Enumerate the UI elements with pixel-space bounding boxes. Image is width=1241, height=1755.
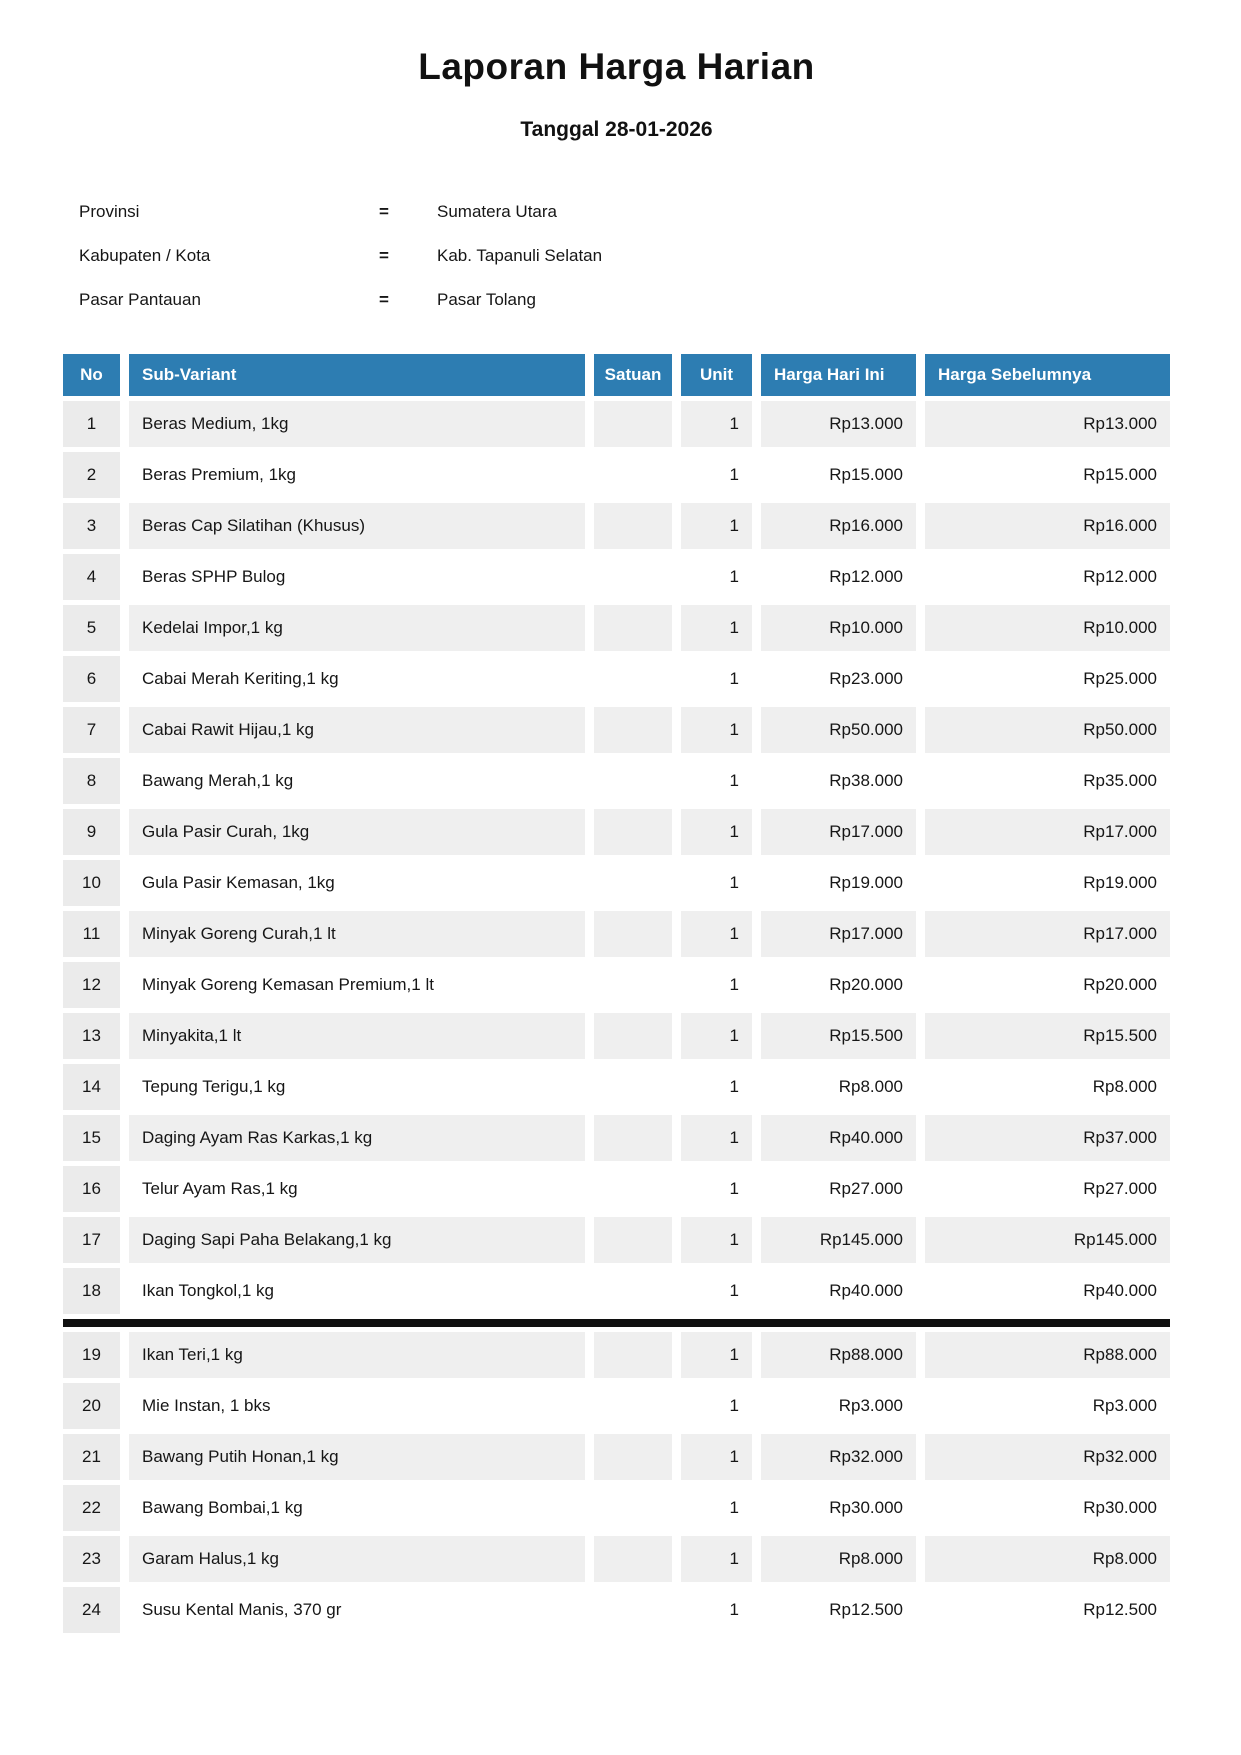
cell-sub-variant: Bawang Putih Honan,1 kg: [129, 1434, 594, 1480]
cell-harga-sebelumnya: Rp20.000: [925, 962, 1170, 1008]
table-row: [63, 554, 1170, 600]
cell-sub-variant: Kedelai Impor,1 kg: [129, 605, 594, 651]
table-row: [63, 860, 1170, 906]
header-row: [63, 354, 1170, 396]
cell-harga-hari-ini: Rp19.000: [761, 860, 925, 906]
cell-harga-hari-ini: Rp23.000: [761, 656, 925, 702]
info-value: Sumatera Utara: [437, 202, 557, 221]
cell-satuan: [594, 1434, 681, 1480]
cell-unit: 1: [681, 1166, 761, 1212]
cell-harga-hari-ini: Rp12.000: [761, 554, 925, 600]
cell-satuan: [594, 1536, 681, 1582]
table-row: [63, 452, 1170, 498]
table-row: [63, 1587, 1170, 1633]
cell-sub-variant: Daging Ayam Ras Karkas,1 kg: [129, 1115, 594, 1161]
cell-satuan: [594, 1013, 681, 1059]
table-row: [63, 1115, 1170, 1161]
cell-harga-sebelumnya: Rp17.000: [925, 809, 1170, 855]
cell-satuan: [594, 809, 681, 855]
table-row: [63, 1268, 1170, 1314]
cell-no: 9: [63, 809, 129, 855]
cell-harga-sebelumnya: Rp35.000: [925, 758, 1170, 804]
cell-unit: 1: [681, 1217, 761, 1263]
cell-satuan: [594, 758, 681, 804]
cell-no: 23: [63, 1536, 129, 1582]
cell-satuan: [594, 707, 681, 753]
info-label: Pasar Pantauan: [79, 290, 201, 309]
column-header-col-unit: Unit: [681, 354, 761, 396]
table-row: [63, 503, 1170, 549]
cell-unit: 1: [681, 1485, 761, 1531]
cell-unit: 1: [681, 1434, 761, 1480]
cell-no: 8: [63, 758, 129, 804]
cell-satuan: [594, 1485, 681, 1531]
cell-harga-hari-ini: Rp13.000: [761, 401, 925, 447]
cell-satuan: [594, 1268, 681, 1314]
cell-unit: 1: [681, 605, 761, 651]
cell-sub-variant: Cabai Merah Keriting,1 kg: [129, 656, 594, 702]
cell-sub-variant: Telur Ayam Ras,1 kg: [129, 1166, 594, 1212]
cell-sub-variant: Susu Kental Manis, 370 gr: [129, 1587, 594, 1633]
table-row: [63, 707, 1170, 753]
cell-harga-sebelumnya: Rp27.000: [925, 1166, 1170, 1212]
table-row: [63, 758, 1170, 804]
cell-harga-sebelumnya: Rp8.000: [925, 1536, 1170, 1582]
page-break-divider-bar: [63, 1319, 1170, 1327]
cell-no: 13: [63, 1013, 129, 1059]
info-row: [63, 278, 1170, 322]
cell-no: 21: [63, 1434, 129, 1480]
column-header-col-harga-sebelumnya: Harga Sebelumnya: [925, 354, 1170, 396]
cell-sub-variant: Garam Halus,1 kg: [129, 1536, 594, 1582]
cell-satuan: [594, 452, 681, 498]
cell-harga-sebelumnya: Rp32.000: [925, 1434, 1170, 1480]
table-row: [63, 1013, 1170, 1059]
info-row: [63, 190, 1170, 234]
cell-harga-hari-ini: Rp30.000: [761, 1485, 925, 1531]
cell-harga-sebelumnya: Rp3.000: [925, 1383, 1170, 1429]
cell-sub-variant: Cabai Rawit Hijau,1 kg: [129, 707, 594, 753]
cell-unit: 1: [681, 860, 761, 906]
info-label: Provinsi: [79, 202, 140, 221]
cell-satuan: [594, 1217, 681, 1263]
cell-unit: 1: [681, 503, 761, 549]
cell-satuan: [594, 860, 681, 906]
cell-no: 6: [63, 656, 129, 702]
report-date: Tanggal 28-01-2026: [520, 118, 713, 141]
cell-sub-variant: Mie Instan, 1 bks: [129, 1383, 594, 1429]
cell-no: 7: [63, 707, 129, 753]
cell-satuan: [594, 1383, 681, 1429]
info-value: Pasar Tolang: [437, 290, 536, 309]
report-info-block: [63, 190, 1170, 322]
table-row: [63, 401, 1170, 447]
cell-unit: 1: [681, 1115, 761, 1161]
equals-sign: =: [379, 290, 389, 309]
cell-unit: 1: [681, 554, 761, 600]
cell-harga-hari-ini: Rp3.000: [761, 1383, 925, 1429]
cell-satuan: [594, 1587, 681, 1633]
cell-harga-hari-ini: Rp8.000: [761, 1064, 925, 1110]
cell-unit: 1: [681, 1064, 761, 1110]
cell-unit: 1: [681, 656, 761, 702]
cell-sub-variant: Beras Medium, 1kg: [129, 401, 594, 447]
cell-no: 1: [63, 401, 129, 447]
cell-harga-sebelumnya: Rp19.000: [925, 860, 1170, 906]
cell-unit: 1: [681, 452, 761, 498]
cell-no: 4: [63, 554, 129, 600]
cell-harga-sebelumnya: Rp10.000: [925, 605, 1170, 651]
cell-harga-hari-ini: Rp16.000: [761, 503, 925, 549]
cell-harga-sebelumnya: Rp50.000: [925, 707, 1170, 753]
column-header-col-sub-variant: Sub-Variant: [129, 354, 594, 396]
table-row: [63, 1064, 1170, 1110]
cell-sub-variant: Bawang Bombai,1 kg: [129, 1485, 594, 1531]
equals-sign: =: [379, 202, 389, 221]
cell-harga-sebelumnya: Rp12.000: [925, 554, 1170, 600]
cell-satuan: [594, 1064, 681, 1110]
cell-sub-variant: Beras Premium, 1kg: [129, 452, 594, 498]
cell-harga-hari-ini: Rp145.000: [761, 1217, 925, 1263]
cell-sub-variant: Bawang Merah,1 kg: [129, 758, 594, 804]
cell-harga-hari-ini: Rp40.000: [761, 1115, 925, 1161]
table-row: [63, 962, 1170, 1008]
cell-unit: 1: [681, 1383, 761, 1429]
cell-satuan: [594, 656, 681, 702]
cell-harga-hari-ini: Rp15.000: [761, 452, 925, 498]
cell-harga-hari-ini: Rp40.000: [761, 1268, 925, 1314]
cell-no: 24: [63, 1587, 129, 1633]
cell-satuan: [594, 605, 681, 651]
cell-no: 3: [63, 503, 129, 549]
price-table: [63, 349, 1170, 1638]
cell-sub-variant: Ikan Tongkol,1 kg: [129, 1268, 594, 1314]
table-row: [63, 1383, 1170, 1429]
cell-satuan: [594, 1115, 681, 1161]
equals-sign: =: [379, 246, 389, 265]
cell-unit: 1: [681, 758, 761, 804]
cell-no: 17: [63, 1217, 129, 1263]
cell-harga-hari-ini: Rp32.000: [761, 1434, 925, 1480]
cell-harga-hari-ini: Rp10.000: [761, 605, 925, 651]
table-row: [63, 1166, 1170, 1212]
column-header-col-satuan: Satuan: [594, 354, 681, 396]
cell-satuan: [594, 401, 681, 447]
cell-no: 22: [63, 1485, 129, 1531]
cell-sub-variant: Gula Pasir Curah, 1kg: [129, 809, 594, 855]
cell-no: 19: [63, 1332, 129, 1378]
cell-harga-hari-ini: Rp8.000: [761, 1536, 925, 1582]
page-break-divider: [63, 1319, 1170, 1327]
cell-harga-sebelumnya: Rp25.000: [925, 656, 1170, 702]
cell-no: 2: [63, 452, 129, 498]
cell-satuan: [594, 503, 681, 549]
cell-sub-variant: Minyakita,1 lt: [129, 1013, 594, 1059]
cell-harga-sebelumnya: Rp17.000: [925, 911, 1170, 957]
page-title: Laporan Harga Harian: [418, 46, 815, 87]
cell-harga-sebelumnya: Rp15.500: [925, 1013, 1170, 1059]
cell-sub-variant: Ikan Teri,1 kg: [129, 1332, 594, 1378]
cell-harga-sebelumnya: Rp40.000: [925, 1268, 1170, 1314]
table-row: [63, 1536, 1170, 1582]
cell-unit: 1: [681, 1332, 761, 1378]
price-table-header: [63, 354, 1170, 396]
column-header-col-harga-hari-ini: Harga Hari Ini: [761, 354, 925, 396]
cell-no: 15: [63, 1115, 129, 1161]
cell-sub-variant: Minyak Goreng Curah,1 lt: [129, 911, 594, 957]
cell-unit: 1: [681, 401, 761, 447]
cell-no: 20: [63, 1383, 129, 1429]
cell-unit: 1: [681, 911, 761, 957]
cell-satuan: [594, 962, 681, 1008]
cell-harga-hari-ini: Rp17.000: [761, 809, 925, 855]
cell-harga-hari-ini: Rp27.000: [761, 1166, 925, 1212]
cell-harga-sebelumnya: Rp37.000: [925, 1115, 1170, 1161]
info-row: [63, 234, 1170, 278]
cell-harga-sebelumnya: Rp13.000: [925, 401, 1170, 447]
cell-harga-hari-ini: Rp38.000: [761, 758, 925, 804]
cell-harga-hari-ini: Rp15.500: [761, 1013, 925, 1059]
cell-unit: 1: [681, 809, 761, 855]
cell-sub-variant: Minyak Goreng Kemasan Premium,1 lt: [129, 962, 594, 1008]
cell-sub-variant: Beras Cap Silatihan (Khusus): [129, 503, 594, 549]
cell-harga-hari-ini: Rp88.000: [761, 1332, 925, 1378]
cell-sub-variant: Tepung Terigu,1 kg: [129, 1064, 594, 1110]
cell-unit: 1: [681, 707, 761, 753]
cell-harga-hari-ini: Rp50.000: [761, 707, 925, 753]
cell-unit: 1: [681, 962, 761, 1008]
cell-no: 16: [63, 1166, 129, 1212]
cell-no: 10: [63, 860, 129, 906]
price-table-body: [63, 401, 1170, 1633]
cell-harga-sebelumnya: Rp8.000: [925, 1064, 1170, 1110]
table-row: [63, 1332, 1170, 1378]
cell-sub-variant: Beras SPHP Bulog: [129, 554, 594, 600]
table-row: [63, 1485, 1170, 1531]
table-row: [63, 1217, 1170, 1263]
column-header-col-no: No: [63, 354, 129, 396]
cell-satuan: [594, 554, 681, 600]
cell-no: 11: [63, 911, 129, 957]
cell-harga-sebelumnya: Rp88.000: [925, 1332, 1170, 1378]
table-row: [63, 605, 1170, 651]
table-row: [63, 809, 1170, 855]
info-value: Kab. Tapanuli Selatan: [437, 246, 603, 265]
cell-sub-variant: Gula Pasir Kemasan, 1kg: [129, 860, 594, 906]
cell-harga-sebelumnya: Rp145.000: [925, 1217, 1170, 1263]
cell-satuan: [594, 1332, 681, 1378]
cell-satuan: [594, 1166, 681, 1212]
table-row: [63, 911, 1170, 957]
cell-unit: 1: [681, 1268, 761, 1314]
cell-harga-sebelumnya: Rp15.000: [925, 452, 1170, 498]
cell-harga-hari-ini: Rp20.000: [761, 962, 925, 1008]
cell-harga-sebelumnya: Rp16.000: [925, 503, 1170, 549]
cell-satuan: [594, 911, 681, 957]
table-row: [63, 656, 1170, 702]
cell-no: 5: [63, 605, 129, 651]
cell-unit: 1: [681, 1536, 761, 1582]
cell-unit: 1: [681, 1587, 761, 1633]
cell-no: 14: [63, 1064, 129, 1110]
cell-no: 18: [63, 1268, 129, 1314]
report-content: [63, 0, 1170, 1638]
info-label: Kabupaten / Kota: [79, 246, 211, 265]
cell-unit: 1: [681, 1013, 761, 1059]
cell-harga-sebelumnya: Rp30.000: [925, 1485, 1170, 1531]
cell-harga-sebelumnya: Rp12.500: [925, 1587, 1170, 1633]
cell-harga-hari-ini: Rp17.000: [761, 911, 925, 957]
table-row: [63, 1434, 1170, 1480]
cell-sub-variant: Daging Sapi Paha Belakang,1 kg: [129, 1217, 594, 1263]
cell-harga-hari-ini: Rp12.500: [761, 1587, 925, 1633]
cell-no: 12: [63, 962, 129, 1008]
